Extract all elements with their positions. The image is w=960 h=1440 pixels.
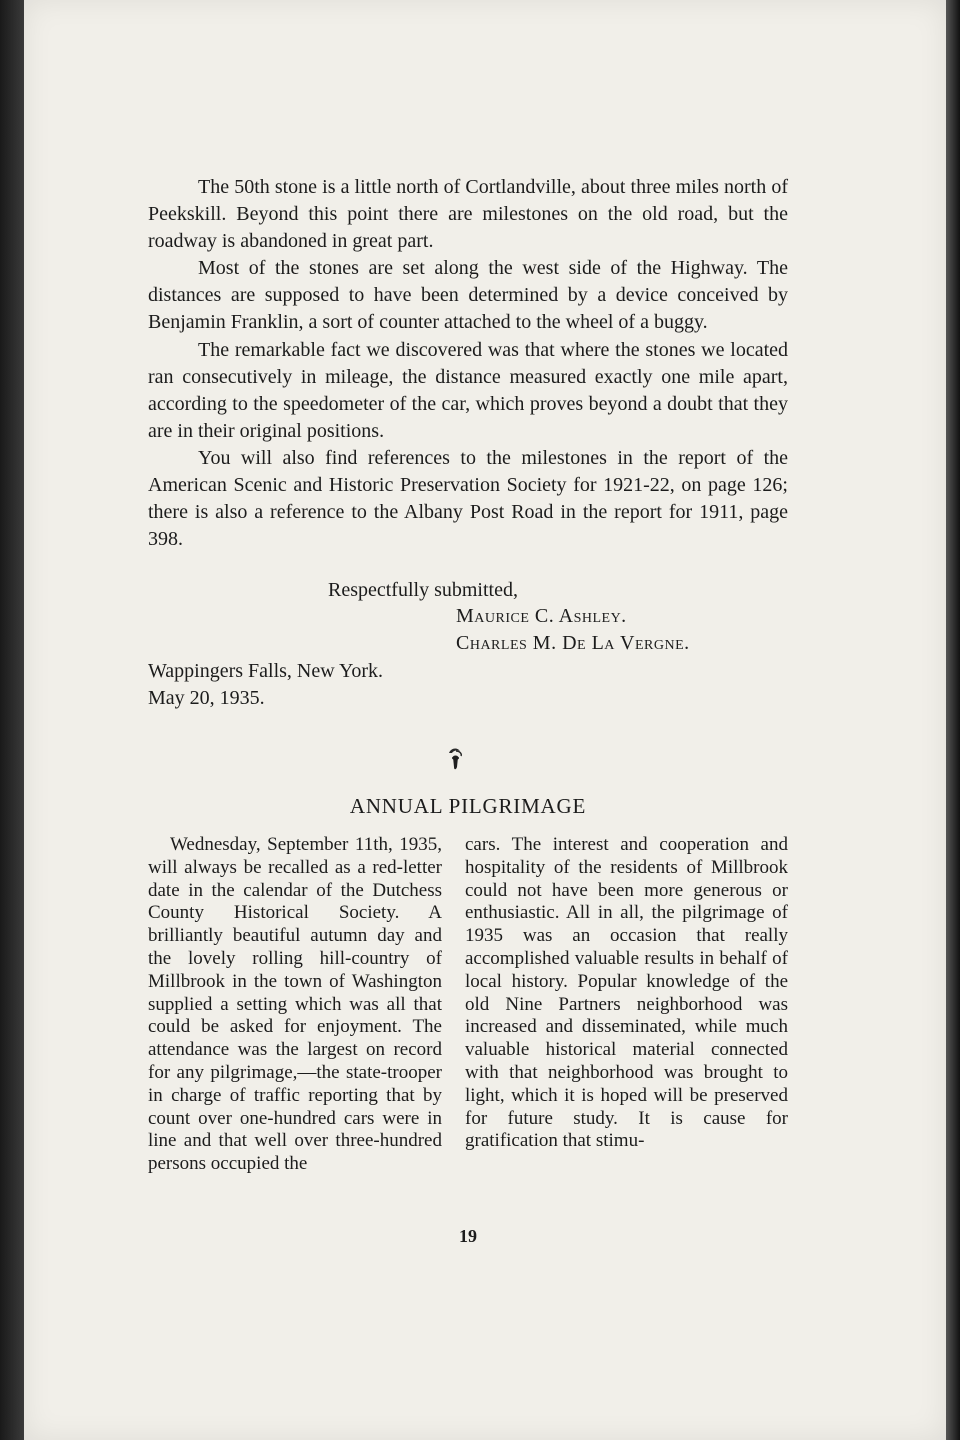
signatory-ashley: Maurice C. Ashley. — [456, 605, 627, 627]
signatory-de-la-vergne: Charles M. De La Vergne. — [456, 632, 690, 654]
section-title: ANNUAL PILGRIMAGE — [349, 794, 587, 818]
pilgrimage-column-right: cars. The interest and cooperation and hospitality of the residents of Millbrook could not have been more generous or enthusiastic. All in all, the pilgrimage of 1935 was an occasion that really accomplished valuable results in behalf of local history. Popular knowledge of the old Nine Partners neighborhood was increased and disseminated, while much valuable historical material connected with that neighborhood was brought to light, which it is hoped will be preserved for future study. It is cause for gratification that stimu- — [465, 834, 788, 1152]
hand-fleuron-icon — [444, 745, 466, 775]
report-body — [148, 174, 788, 553]
signing-place: Wappingers Falls, New York. — [148, 660, 384, 682]
signing-date: May 20, 1935. — [148, 687, 265, 709]
scan-right-edge — [946, 0, 960, 1440]
scan-left-edge — [0, 0, 24, 1440]
closing-salutation: Respectfully submitted, — [328, 579, 518, 601]
paragraph-fiftieth-stone: The 50th stone is a little north of Cortlandville, about three miles north of Peekskill. Beyond this point there are milestones on the old road, but the roadway is abandoned in great part. — [148, 176, 788, 253]
paragraph-stone-placement: Most of the stones are set along the west side of the Highway. The distances are supposed to have been determined by a device conceived by Benjamin Franklin, a sort of counter attached to the wheel of a buggy. — [148, 257, 788, 334]
paragraph-distance-finding: The remarkable fact we discovered was that where the stones we located ran consecutively in mileage, the distance measured exactly one mile apart, according to the speedometer of the car, which proves beyond a doubt that they are in their original positions. — [148, 338, 788, 442]
page-number: 19 — [459, 1226, 477, 1246]
paragraph-references: You will also find references to the milestones in the report of the American Scenic and Historic Preservation Society for 1921-22, on page 126; there is also a reference to the Albany Post Road in the report for 1911, page 398. — [148, 446, 788, 551]
pilgrimage-column-left: Wednesday, September 11th, 1935, will always be recalled as a red-letter date in the calendar of the Dutchess County Historical Society. A brilliantly beautiful autumn day and the lovely rolling hill-country of Millbrook in the town of Washington supplied a setting which was all that could be asked for enjoyment. The attendance was the largest on record for any pilgrimage,—the state-trooper in charge of traffic reporting that by count over one-hundred cars were in line and that well over three-hundred persons occupied the — [148, 834, 442, 1175]
